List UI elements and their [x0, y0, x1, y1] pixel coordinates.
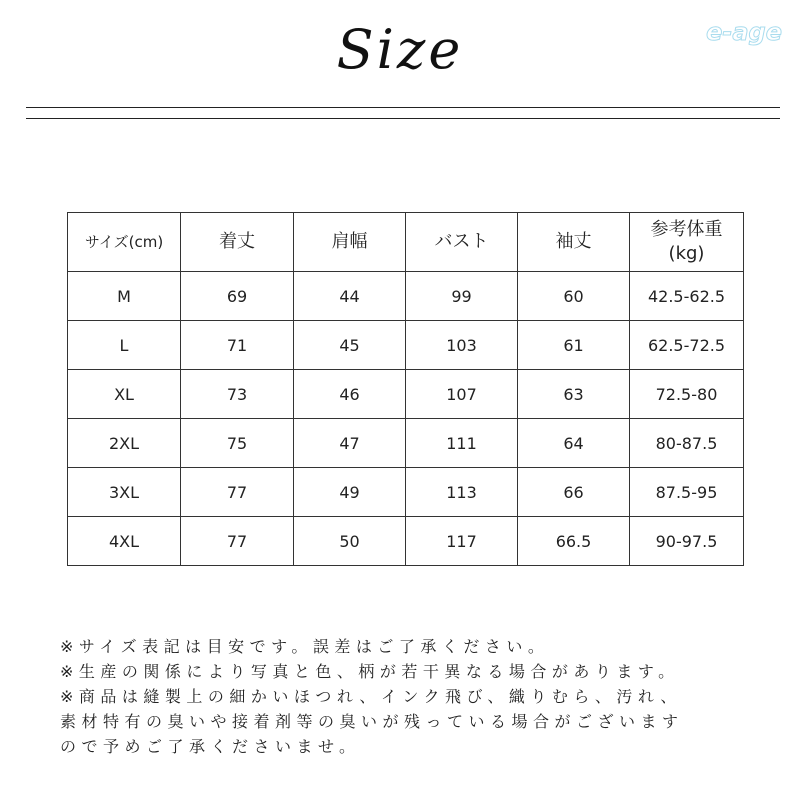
table-cell: 44	[294, 272, 406, 321]
table-cell: 42.5-62.5	[630, 272, 744, 321]
size-chart-table	[67, 212, 744, 566]
table-cell: 90-97.5	[630, 517, 744, 566]
note-line: ※商品は縫製上の細かいほつれ、インク飛び、織りむら、汚れ、	[60, 687, 682, 706]
page-title: Size	[336, 18, 464, 81]
table-row	[68, 321, 744, 370]
note-line: ※サイズ表記は目安です。誤差はご了承ください。	[60, 637, 550, 656]
table-row	[68, 468, 744, 517]
note-line: ※生産の関係により写真と色、柄が若干異なる場合があります。	[60, 662, 680, 681]
table-cell: 80-87.5	[630, 419, 744, 468]
brand-watermark: e-age	[706, 18, 782, 46]
header-size: サイズ(cm)	[68, 213, 181, 272]
note-line: 素材特有の臭いや接着剤等の臭いが残っている場合がございます	[60, 712, 684, 731]
table-cell: 77	[181, 468, 294, 517]
table-cell: 66	[518, 468, 630, 517]
table-row	[68, 419, 744, 468]
table-cell: M	[68, 272, 181, 321]
title-divider-bottom	[26, 118, 780, 119]
table-row	[68, 517, 744, 566]
note-line: ので予めご了承くださいませ。	[60, 737, 361, 756]
table-cell: 117	[406, 517, 518, 566]
table-cell: 45	[294, 321, 406, 370]
table-cell: 69	[181, 272, 294, 321]
header-bust: バスト	[406, 213, 518, 272]
table-row	[68, 370, 744, 419]
table-cell: XL	[68, 370, 181, 419]
header-sleeve-length: 袖丈	[518, 213, 630, 272]
table-cell: 60	[518, 272, 630, 321]
table-cell: 72.5-80	[630, 370, 744, 419]
header-reference-weight	[630, 213, 744, 272]
table-cell: 61	[518, 321, 630, 370]
table-cell: 49	[294, 468, 406, 517]
table-cell: 46	[294, 370, 406, 419]
table-cell: 87.5-95	[630, 468, 744, 517]
table-cell: L	[68, 321, 181, 370]
notes-block	[60, 634, 780, 759]
table-cell: 113	[406, 468, 518, 517]
table-cell: 66.5	[518, 517, 630, 566]
title-divider-top	[26, 107, 780, 108]
table-cell: 99	[406, 272, 518, 321]
table-cell: 64	[518, 419, 630, 468]
table-cell: 3XL	[68, 468, 181, 517]
header-reference-weight-label: 参考体重 (kg)	[650, 219, 723, 264]
table-cell: 71	[181, 321, 294, 370]
header-length: 着丈	[181, 213, 294, 272]
table-cell: 4XL	[68, 517, 181, 566]
table-cell: 111	[406, 419, 518, 468]
table-cell: 47	[294, 419, 406, 468]
table-cell: 63	[518, 370, 630, 419]
table-cell: 73	[181, 370, 294, 419]
table-cell: 50	[294, 517, 406, 566]
table-cell: 2XL	[68, 419, 181, 468]
table-cell: 75	[181, 419, 294, 468]
table-cell: 103	[406, 321, 518, 370]
table-header-row	[68, 213, 744, 272]
table-cell: 62.5-72.5	[630, 321, 744, 370]
header-shoulder-width: 肩幅	[294, 213, 406, 272]
table-row	[68, 272, 744, 321]
table-cell: 107	[406, 370, 518, 419]
table-cell: 77	[181, 517, 294, 566]
